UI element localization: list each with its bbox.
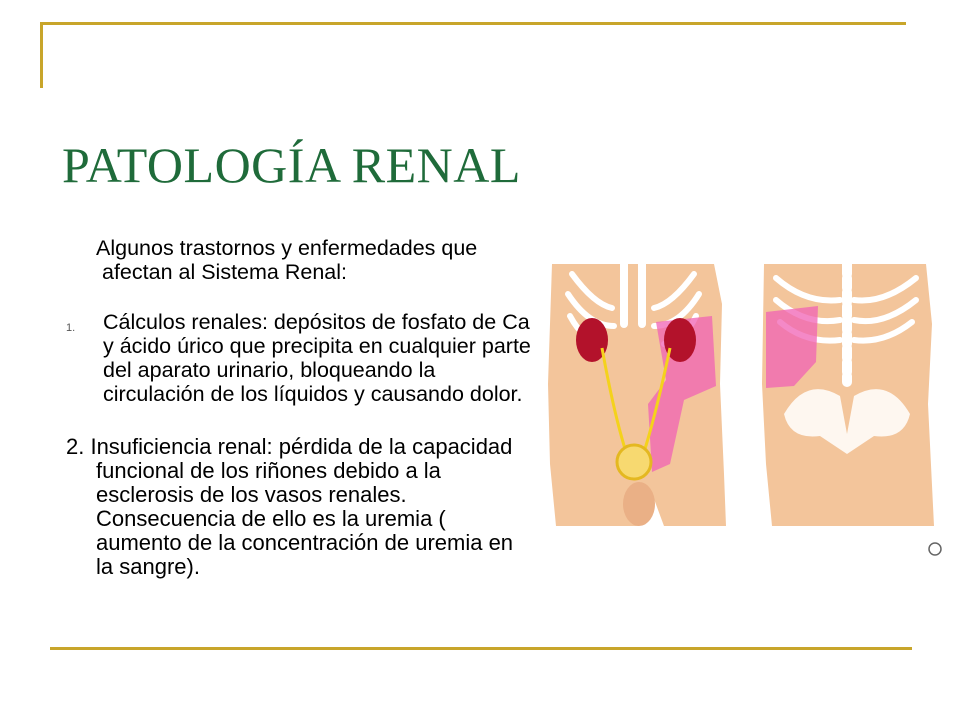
intro-text: Algunos trastornos y enfermedades que afectan al Sistema Renal: xyxy=(96,236,478,284)
list-item-number: 1. xyxy=(66,322,76,334)
genital-area xyxy=(623,482,655,526)
logo-icon xyxy=(929,543,941,555)
decorative-top-line xyxy=(40,22,906,25)
decorative-vertical-line xyxy=(40,22,43,88)
list-item: 2. Insuficiencia renal: pérdida de la capacidad funcional de los riñones debido a la esclerosis de los vasos renales. Consecuencia de ello es la uremia ( aumento de la concentración de uremia en la sangre). xyxy=(66,434,514,579)
slide-title: PATOLOGÍA RENAL xyxy=(62,137,521,193)
list-item-text: Cálculos renales: depósitos de fosfato de Ca y ácido úrico que precipita en cualquier parte del aparato urinario, bloqueando la circulación de los líquidos y causando dolor. xyxy=(103,310,531,406)
slide-body xyxy=(66,236,536,579)
kidney-pain-illustration xyxy=(544,264,944,564)
list-item xyxy=(66,310,536,406)
decorative-bottom-line xyxy=(50,647,912,650)
bladder-icon xyxy=(617,445,651,479)
